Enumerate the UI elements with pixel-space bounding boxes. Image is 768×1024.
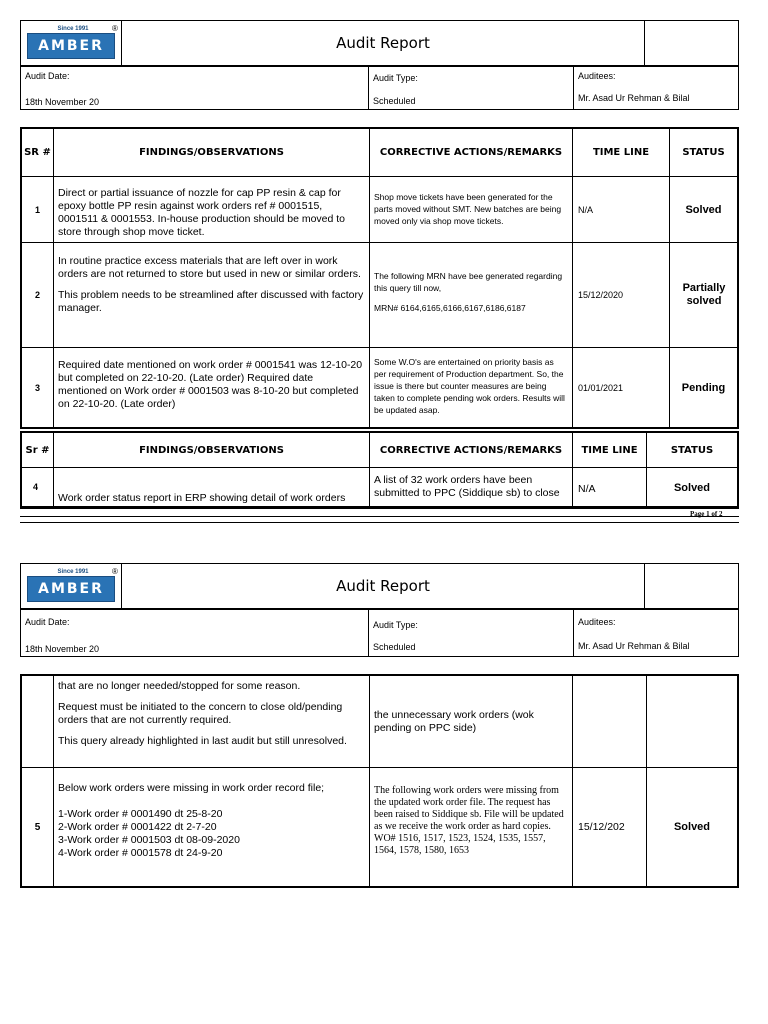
row2-sr: 2	[34, 290, 40, 300]
logo-wordmark-2: AMBER	[27, 576, 115, 602]
row3-status: Pending	[681, 381, 726, 394]
row5-finding-intro: Below work orders were missing in work order record file;	[58, 782, 325, 794]
audit-type-value-2: Scheduled	[373, 642, 416, 652]
auditees-label: Auditees:	[578, 71, 616, 81]
row2-finding-p1: In routine practice excess materials that are left over in work orders are not returned to store but used in new or similar orders.	[58, 255, 361, 280]
row1-status: Solved	[685, 203, 722, 216]
auditees-label-2: Auditees:	[578, 617, 616, 627]
col-header-actions-2: CORRECTIVE ACTIONS/REMARKS	[379, 444, 563, 456]
row1-action: Shop move tickets have been generated for the parts moved without SMT. New batches are being moved only via shop move tickets.	[374, 192, 562, 226]
row4-finding-cont	[54, 676, 369, 760]
row2-timeline: 15/12/2020	[578, 290, 624, 300]
row2-action-p1: The following MRN have bee generated regarding this query till now,	[374, 271, 563, 293]
company-logo-2	[27, 569, 119, 607]
auditees-value-2: Mr. Asad Ur Rehman & Bilal	[578, 641, 690, 651]
row5-action-text: The following work orders were missing from the updated work order file. The request has been raised to Siddique sb. File will be updated as we receive the work order as hard copies.	[374, 785, 564, 832]
row4-cont-p2: Request must be initiated to the concern to close old/pending orders that are not currently required.	[58, 701, 343, 726]
logo-registered-mark-2: ®	[112, 567, 118, 576]
row1-timeline: N/A	[578, 204, 594, 215]
audit-type-label: Audit Type:	[373, 73, 418, 83]
row5-item-3: 3-Work order # 0001503 dt 08-09-2020	[58, 834, 240, 846]
row1-finding: Direct or partial issuance of nozzle for cap PP resin & cap for epoxy bottle PP resin against work orders ref # 0001515, 0001511 & 0001553. In-house production should be moved to store through shop move ticket.	[58, 187, 346, 238]
row5-item-1: 1-Work order # 0001490 dt 25-8-20	[58, 808, 223, 820]
row2-finding	[54, 251, 369, 327]
audit-date-value-2: 18th November 20	[25, 644, 100, 654]
col-header-status-2: STATUS	[670, 444, 714, 456]
row4-action-cont: the unnecessary work orders (wok pending on PPC side)	[374, 709, 534, 734]
row3-action: Some W.O's are entertained on priority basis as per requirement of Production department. So, the issue is there but counter measures are being taken to complete pending wok orders. Results will be updated asap.	[374, 357, 565, 415]
row2-finding-p2: This problem needs to be streamlined after discussed with factory manager.	[58, 289, 364, 314]
audit-date-value: 18th November 20	[25, 97, 100, 107]
row5-status: Solved	[673, 821, 711, 833]
audit-type-value: Scheduled	[373, 96, 416, 106]
audit-type-label-2: Audit Type:	[373, 620, 418, 630]
logo-since-text: Since 1991	[57, 26, 89, 32]
row4-timeline: N/A	[578, 483, 596, 495]
col-header-timeline: TIME LINE	[592, 147, 650, 158]
row5-sr: 5	[34, 821, 41, 833]
row2-action-p2: MRN# 6164,6165,6166,6167,6186,6187	[374, 303, 526, 313]
audit-date-label: Audit Date:	[25, 71, 70, 81]
audit-date-label-2: Audit Date:	[25, 617, 70, 627]
logo-since-text-2: Since 1991	[57, 569, 89, 575]
col-header-actions: CORRECTIVE ACTIONS/REMARKS	[379, 147, 563, 158]
row4-finding: Work order status report in ERP showing detail of work orders	[58, 492, 346, 504]
row4-sr: 4	[33, 482, 39, 492]
company-logo	[27, 26, 119, 64]
row5-item-4: 4-Work order # 0001578 dt 24-9-20	[58, 847, 223, 859]
row5-finding	[54, 778, 369, 864]
auditees-value: Mr. Asad Ur Rehman & Bilal	[578, 93, 690, 103]
row2-status: Partially solved	[682, 282, 726, 307]
col-header-findings: FINDINGS/OBSERVATIONS	[139, 147, 284, 158]
row5-timeline: 15/12/202	[578, 821, 625, 833]
row4-cont-p3: This query already highlighted in last audit but still unresolved.	[58, 735, 347, 747]
row5-item-2: 2-Work order # 0001422 dt 2-7-20	[58, 821, 217, 833]
col-header-findings-2: FINDINGS/OBSERVATIONS	[139, 444, 284, 456]
col-header-timeline-2: TIME LINE	[581, 444, 638, 456]
col-header-status: STATUS	[682, 147, 725, 158]
page-number: Page 1 of 2	[690, 510, 723, 518]
row4-cont-p1: that are no longer needed/stopped for some reason.	[58, 680, 301, 692]
page-title: Audit Report	[336, 34, 430, 52]
col-header-sr: SR #	[24, 147, 51, 158]
row1-sr: 1	[34, 204, 40, 215]
page-title-2: Audit Report	[336, 577, 430, 595]
row2-action	[370, 266, 572, 326]
row5-action-wo: WO# 1516, 1517, 1523, 1524, 1535, 1557, 1564, 1578, 1580, 1653	[374, 833, 546, 856]
col-header-sr-2: Sr #	[25, 444, 50, 456]
row3-sr: 3	[34, 382, 40, 393]
logo-registered-mark: ®	[112, 24, 118, 33]
row3-finding: Required date mentioned on work order # 0001541 was 12-10-20 but completed on 22-10-20. (Late order) Required date mentioned on Work order # 0001503 was 8-10-20 but completed on 22-10-20. (Late order)	[58, 359, 363, 410]
row5-action	[370, 781, 572, 861]
row4-action: A list of 32 work orders have been submitted to PPC (Siddique sb) to close	[374, 474, 560, 499]
row4-status: Solved	[673, 482, 711, 494]
row3-timeline: 01/01/2021	[578, 382, 624, 393]
logo-wordmark: AMBER	[27, 33, 115, 59]
